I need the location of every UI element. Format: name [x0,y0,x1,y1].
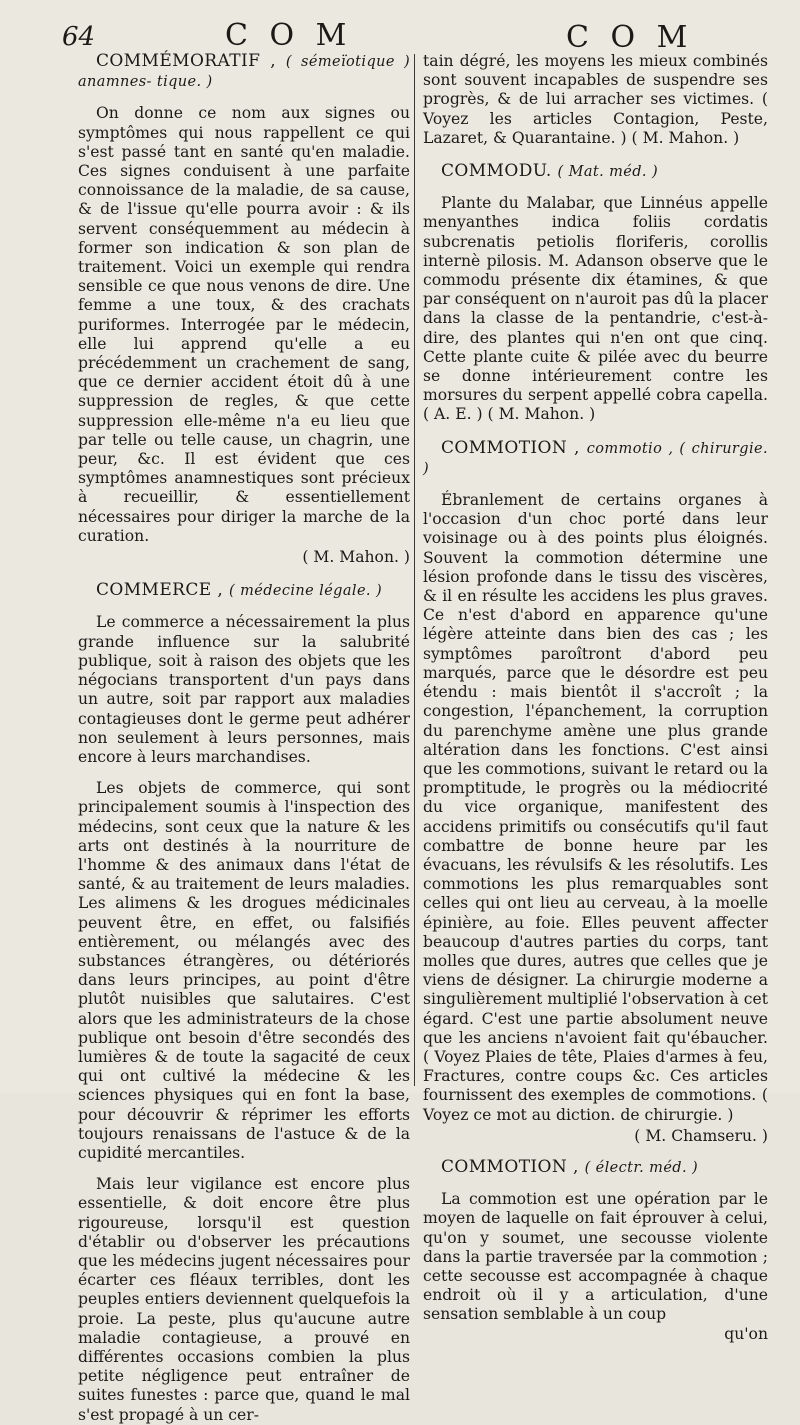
headword: COMMOTION , [441,437,580,458]
headword: COMMODU. [441,161,552,182]
entry-subtitle: ( Mat. méd. ) [557,164,659,181]
entry-commemoratif [78,52,410,567]
author-signature: ( M. Chamseru. ) [634,1126,768,1145]
paragraph: La commotion est une opération par le moyen de laquelle on fait éprouver à celui, qu'on y soumet, une secousse violente dans la partie traversée par la commotion ; cette secousse est accompagnée à chaque endroit où il y a articulation, d'une sensation semblable à un coup [423,1190,768,1324]
entry-subtitle: ( médecine légale. ) [229,583,383,600]
entry-commotion-chirurgie [423,439,768,1146]
entry-title [78,581,410,601]
entry-title [423,162,768,182]
author-signature: ( M. Mahon. ) [302,548,410,567]
entry-title [78,52,410,92]
paragraph: Le commerce a nécessairement la plus grande influence sur la salubrité publique, soit à raison des objets que les négocians transportent d'un pays dans un autre, soit par rapport aux maladies contagieuses dont le germe peut adhérer non seulement à leurs personnes, mais encore à leurs marchandises. [78,613,410,766]
right-running-head: C O M [566,20,694,55]
headword: COMMERCE , [96,580,224,601]
column-divider [414,54,415,1086]
entry-subtitle: commotio , ( chirurgie. ) [423,440,768,477]
entry-title [423,439,768,479]
paragraph: Mais leur vigilance est encore plus essentielle, & doit encore être plus rigoureuse, lorsqu'il est question d'établir ou d'observer les précautions que les médecins jugent nécessaires pour écarter ces fléaux terribles, dont les peuples entiers deviennent quelquefois la proie. La peste, plus qu'aucune autre maladie contagieuse, a prouvé en différentes occasions combien la plus petite négligence peut entraîner de suites funestes : parce que, quand le mal s'est propagé à un cer- [78,1175,410,1424]
headword: COMMÉMORATIF , [96,51,277,71]
paragraph: Les objets de commerce, qui sont principalement soumis à l'inspection des médecins, sont ceux que la nature & les arts ont destinés à la nourriture de l'homme & des animaux dans l'état de santé, & au traitement de leurs maladies. Les alimens & les drogues médicinales peuvent être, en effet, ou falsifiés entièrement, ou mélangés avec des substances étrangères, ou détériorés dans leurs principes, au point d'être plutôt nuisibles que salutaires. C'est alors que les administrateurs de la chose publique ont besoin d'être secondés des lumières & de toute la sagacité de ceux qui ont cultivé la médecine & les sciences physiques qui en font la base, pour découvrir & réprimer les efforts toujours renaissans de l'astuce & de la cupidité mercantiles. [78,779,410,1162]
paragraph: On donne ce nom aux signes ou symptômes qui nous rappellent ce qui s'est passé tant en santé qu'en maladie. Ces signes conduisent à une parfaite connoissance de la maladie, de sa cause, & de l'issue qu'elle pourra avoir : & ils servent conséquemment au médecin à former son indication & son plan de traitement. Voici un exemple qui rendra sensible ce que nous venons de dire. Une femme a une toux, & des crachats puriformes. Interrogée par le médecin, elle lui apprend qu'elle a eu précédemment un crachement de sang, que ce dernier accident étoit dû à une suppression de regles, & que cette suppression elle-même n'a eu lieu que par telle ou telle cause, un chagrin, une peur, &c. Il est évident que ces symptômes anamnestiques sont précieux à recueillir, & essentiellement nécessaires pour diriger la marche de la curation. [78,104,410,545]
entry-commodu [423,162,768,425]
headword: COMMOTION , [441,1156,579,1177]
running-header [0,14,800,54]
right-column [423,52,768,1344]
entry-subtitle: ( sémeïotique ) anamnes- tique. ) [78,54,410,91]
catchword: qu'on [724,1324,768,1343]
paragraph: Plante du Malabar, que Linnéus appelle menyanthes indica foliis cordatis subcrenatis petiolis floriferis, corollis internè pilosis. M. Adanson observe que le commodu présente dix étamines, & que par conséquent on n'auroit pas dû la placer dans la classe de la pentandrie, c'est-à-dire, des plantes qui n'en ont que cinq. Cette plante cuite & pilée avec du beurre se donne intérieurement contre les morsures du serpent appellé cobra capella. ( A. E. ) ( M. Mahon. ) [423,194,768,424]
paragraph: Ébranlement de certains organes à l'occasion d'un choc porté dans leur voisinage ou à des points plus éloignés. Souvent la commotion détermine une lésion profonde dans le tissu des viscères, & il en résulte les accidens les plus graves. Ce n'est d'abord en apparence qu'une légère atteinte dans bien des cas ; les symptômes paroîtront d'abord peu marqués, parce que le désordre est peu étendu : mais bientôt il s'accroît ; la congestion, l'épanchement, la corruption du parenchyme amène une plus grande altération dans les fonctions. C'est ainsi que les commotions, suivant le retard ou la promptitude, le progrès ou la médiocrité du vice organique, manifestent des accidens primitifs ou consécutifs qu'il faut combattre de bonne heure par les évacuans, les révulsifs & les résolutifs. Les commotions les plus remarquables sont celles qui ont lieu au cerveau, à la moelle épinière, au foie. Elles peuvent affecter beaucoup d'autres parties du corps, tant molles que dures, autres que celles que je viens de désigner. La chirurgie moderne a singulièrement multiplié l'observation à cet égard. C'est une partie absolument neuve que les anciens n'avoient fait qu'ébaucher. ( Voyez Plaies de tête, Plaies d'armes à feu, Fractures, contre coups &c. Ces articles fournissent des exemples de commotions. ( Voyez ce mot au diction. de chirurgie. ) [423,491,768,1124]
entry-commotion-electricite [423,1158,768,1344]
entry-commerce [78,581,410,1425]
entry-title [423,1158,768,1178]
page-number: 64 [62,22,96,52]
continuation-text: tain dégré, les moyens les mieux combinés sont souvent incapables de suspendre ses progrès, & de lui arracher ses victimes. ( Voyez les articles Contagion, Peste, Lazaret, & Quarantaine. ) ( M. Mahon. ) [423,52,768,147]
entry-subtitle: ( électr. méd. ) [584,1159,699,1176]
left-column [78,52,410,1425]
left-running-head: C O M [225,18,353,53]
